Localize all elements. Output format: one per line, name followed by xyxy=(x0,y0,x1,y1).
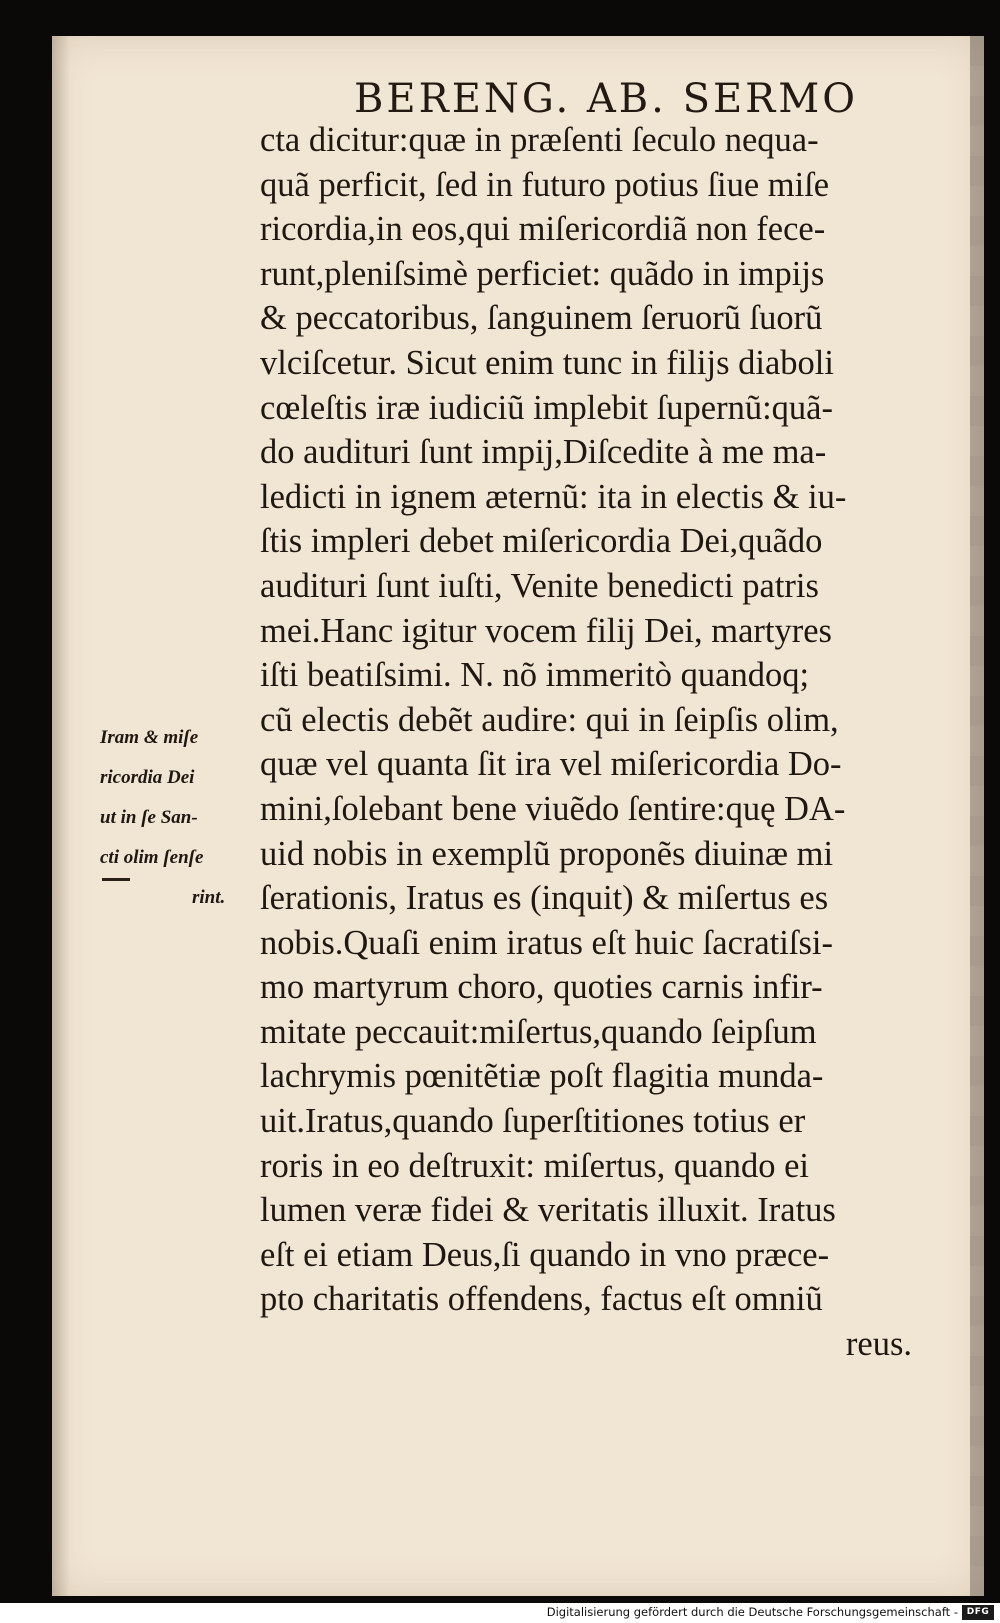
marginal-note-line: Iram & miſe xyxy=(100,727,199,748)
text-line: & peccatoribus, ſanguinem ſeruorũ ſuorũ xyxy=(260,299,823,338)
text-line: vlciſcetur. Sicut enim tunc in filijs diaboli xyxy=(260,343,834,382)
text-line: uit.Iratus,quando ſuperſtitiones totius er xyxy=(260,1102,806,1141)
text-line: eſt ei etiam Deus,ſi quando in vno præce- xyxy=(260,1235,830,1274)
text-line: cta dicitur:quæ in præſenti ſeculo nequa- xyxy=(260,121,819,159)
body-text xyxy=(260,118,922,1367)
text-line: quæ vel quanta ſit ira vel miſericordia Do- xyxy=(260,745,842,784)
catchword: reus. xyxy=(845,1325,912,1364)
text-line: ſtis impleri debet miſericordia Dei,quãdo xyxy=(260,522,823,561)
text-line: ricordia,in eos,qui miſericordiã non fece- xyxy=(260,210,826,249)
text-line: mitate peccauit:miſertus,quando ſeipſum xyxy=(260,1012,817,1051)
text-line: mini,ſolebant bene viuẽdo ſentire:quę DA- xyxy=(260,789,846,828)
text-line: ſerationis, Iratus es (inquit) & miſertus es xyxy=(260,879,829,918)
text-line: do audituri ſunt impij,Diſcedite à me ma- xyxy=(260,433,827,472)
text-line: mei.Hanc igitur vocem filij Dei, martyres xyxy=(260,611,832,650)
marginal-note xyxy=(100,718,270,918)
running-head: BERENG. AB. SERMO xyxy=(354,76,859,122)
page-gutter-shadow xyxy=(52,36,70,1596)
text-line: lumen veræ fidei & veritatis illuxit. Iratus xyxy=(260,1191,836,1230)
text-line: runt,pleniſsimè perficiet: quãdo in impijs xyxy=(260,254,825,293)
marginal-note-line: ut in ſe San- xyxy=(100,807,198,828)
dfg-logo: DFG xyxy=(962,1605,994,1620)
text-line: cũ electis debẽt audire: qui in ſeipſis olim, xyxy=(260,700,839,739)
text-line: uid nobis in exemplũ proponẽs diuinæ mi xyxy=(260,834,834,873)
funding-credit: Digitalisierung gefördert durch die Deutsche Forschungsgemeinschaft - xyxy=(546,1605,958,1619)
text-line: cœleſtis iræ iudiciũ implebit ſupernũ:quã- xyxy=(260,388,833,427)
marginal-note-line: rint. xyxy=(192,887,226,908)
text-line: ledicti in ignem æternũ: ita in electis & iu- xyxy=(260,477,847,516)
margin-mark xyxy=(102,878,130,881)
text-line: iſti beatiſsimi. N. nõ immeritò quandoq; xyxy=(260,656,810,695)
text-line: roris in eo deſtruxit: miſertus, quando ei xyxy=(260,1146,810,1185)
text-line: mo martyrum choro, quoties carnis infir- xyxy=(260,968,823,1007)
page-right-edge xyxy=(970,36,984,1596)
text-line: audituri ſunt iuſti, Venite benedicti patris xyxy=(260,566,819,605)
marginal-note-line: cti olim ſenſe xyxy=(100,847,204,868)
text-line: nobis.Quaſi enim iratus eſt huic ſacratiſsi- xyxy=(260,923,833,962)
text-line: lachrymis pœnitẽtiæ poſt flagitia munda- xyxy=(260,1057,824,1096)
text-line: pto charitatis offendens, factus eſt omniũ xyxy=(260,1280,823,1319)
marginal-note-line: ricordia Dei xyxy=(100,767,195,788)
text-line: quã perficit, ſed in futuro potius ſiue miſe xyxy=(260,165,830,204)
